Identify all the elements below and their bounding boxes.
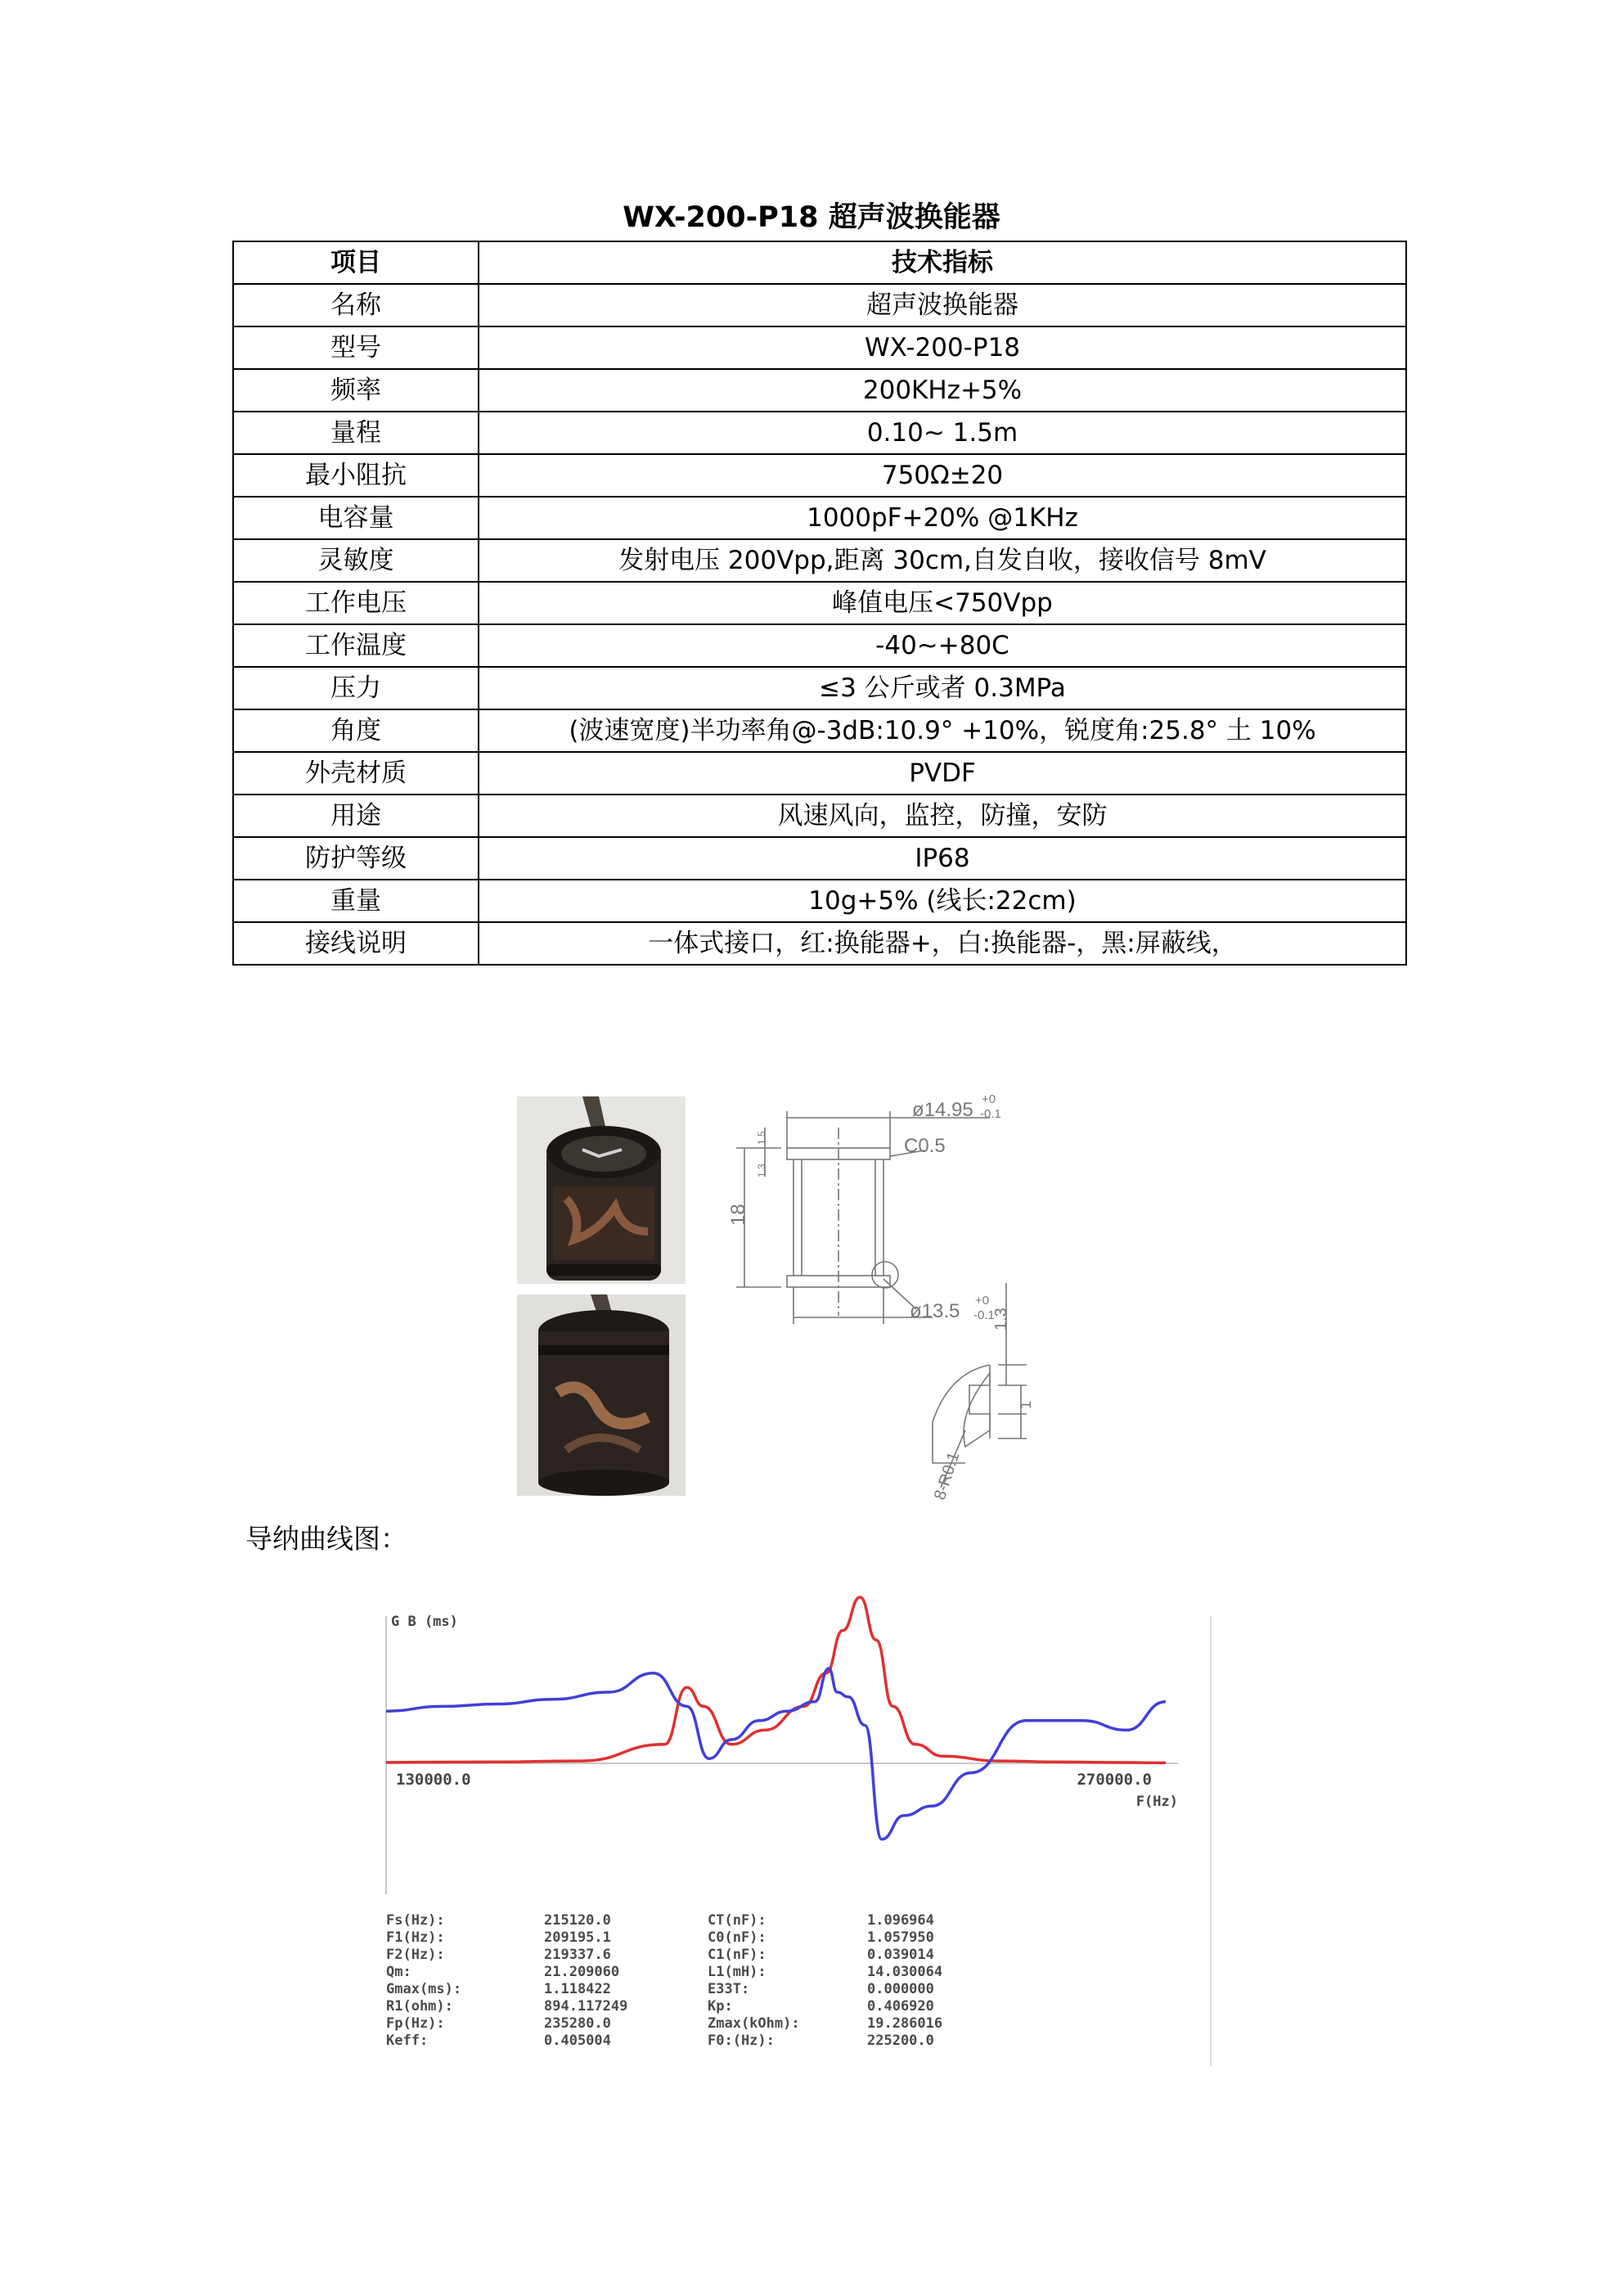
row-spec-cell: 一体式接口，红:换能器+，白:换能器-，黑:屏蔽线，	[479, 922, 1406, 965]
param-label: F2(Hz):	[386, 1947, 445, 1963]
table-row	[233, 837, 1406, 880]
table-row	[233, 752, 1406, 795]
product-photo-top	[517, 1096, 686, 1284]
parameter-table	[386, 1912, 942, 2049]
table-row	[233, 539, 1406, 582]
param-label: C0(nF):	[708, 1929, 767, 1946]
document-title: WX-200-P18 超声波换能器	[623, 201, 1000, 234]
row-spec-cell: 峰值电压<750Vpp	[479, 582, 1406, 624]
row-spec-cell: WX-200-P18	[479, 326, 1406, 369]
param-value: 1.096964	[867, 1912, 934, 1929]
param-value: 215120.0	[544, 1912, 611, 1929]
param-value: 0.406920	[867, 1998, 934, 2015]
table-row	[233, 326, 1406, 369]
row-spec-cell: 超声波换能器	[479, 284, 1406, 326]
table-row	[233, 284, 1406, 326]
row-spec-cell: (波速宽度)半功率角@-3dB:10.9° +10%，锐度角:25.8° 土 10%	[479, 709, 1406, 752]
param-label: E33T:	[708, 1981, 750, 1997]
row-spec-cell: IP68	[479, 837, 1406, 880]
param-label: Qm:	[386, 1964, 411, 1980]
table-row	[233, 369, 1406, 412]
param-label: Fp(Hz):	[386, 2015, 445, 2032]
dim-inner-tol-lower: -0.1	[973, 1308, 995, 1322]
param-label: Fs(Hz):	[386, 1912, 445, 1929]
param-label: Keff:	[386, 2033, 429, 2049]
row-spec-cell: 0.10~ 1.5m	[479, 412, 1406, 454]
param-value: 1.118422	[544, 1981, 611, 1997]
row-item-cell: 灵敏度	[233, 539, 479, 582]
row-spec-cell: 200KHz+5%	[479, 369, 1406, 412]
header-item: 项目	[233, 241, 479, 284]
row-item-cell: 名称	[233, 284, 479, 326]
row-spec-cell: -40~+80C	[479, 624, 1406, 667]
detail-width-label: 1	[1018, 1400, 1034, 1409]
series-line-B	[386, 1668, 1166, 1839]
param-label: F0:(Hz):	[708, 2033, 775, 2049]
row-item-cell: 频率	[233, 369, 479, 412]
series-group	[386, 1597, 1166, 1839]
row-spec-cell: PVDF	[479, 752, 1406, 795]
detail-radius-label: 8-R0.1	[930, 1449, 964, 1502]
header-spec: 技术指标	[479, 241, 1406, 284]
param-value: 894.117249	[544, 1998, 628, 2015]
table-row	[233, 667, 1406, 709]
chamfer-label: C0.5	[904, 1135, 946, 1157]
detail-height-label: 1.3	[992, 1308, 1010, 1330]
param-value: 0.000000	[867, 1981, 934, 1997]
table-row	[233, 412, 1406, 454]
row-spec-cell: 发射电压 200Vpp,距离 30cm,自发自收，接收信号 8mV	[479, 539, 1406, 582]
row-item-cell: 压力	[233, 667, 479, 709]
param-value: 225200.0	[867, 2033, 934, 2049]
admittance-chart	[360, 1575, 1268, 2082]
row-spec-cell: 1000pF+20% @1KHz	[479, 497, 1406, 539]
spec-table	[232, 241, 1407, 966]
x-end-label: 270000.0	[1077, 1771, 1152, 1789]
param-value: 14.030064	[867, 1964, 943, 1980]
dim-inner: ø13.5	[910, 1300, 960, 1322]
row-item-cell: 工作电压	[233, 582, 479, 624]
row-item-cell: 用途	[233, 795, 479, 837]
row-item-cell: 外壳材质	[233, 752, 479, 795]
param-label: CT(nF):	[708, 1912, 767, 1929]
chart-legend: G B (ms)	[391, 1614, 458, 1630]
table-row	[233, 624, 1406, 667]
dim-inner-tol-upper: +0	[975, 1294, 990, 1308]
row-spec-cell: 10g+5% (线长:22cm)	[479, 880, 1406, 922]
table-row	[233, 454, 1406, 497]
product-photo-bottom	[517, 1294, 686, 1496]
row-item-cell: 最小阻抗	[233, 454, 479, 497]
param-value: 0.039014	[867, 1947, 934, 1963]
row-item-cell: 防护等级	[233, 837, 479, 880]
param-value: 219337.6	[544, 1947, 611, 1963]
spec-table-body	[233, 241, 1406, 965]
row-spec-cell: ≤3 公斤或者 0.3MPa	[479, 667, 1406, 709]
row-item-cell: 型号	[233, 326, 479, 369]
param-label: R1(ohm):	[386, 1998, 453, 2015]
row-item-cell: 重量	[233, 880, 479, 922]
x-start-label: 130000.0	[396, 1771, 471, 1789]
dim-outer-tol-lower: -0.1	[980, 1107, 1001, 1121]
table-header-row	[233, 241, 1406, 284]
dimension-drawing	[720, 1078, 1145, 1504]
param-value: 235280.0	[544, 2015, 611, 2032]
row-item-cell: 工作温度	[233, 624, 479, 667]
row-spec-cell: 750Ω±20	[479, 454, 1406, 497]
param-label: C1(nF):	[708, 1947, 767, 1963]
param-label: Zmax(kOhm):	[708, 2015, 800, 2032]
row-item-cell: 接线说明	[233, 922, 479, 965]
row-item-cell: 量程	[233, 412, 479, 454]
param-value: 21.209060	[544, 1964, 620, 1980]
table-row	[233, 880, 1406, 922]
param-value: 0.405004	[544, 2033, 611, 2049]
table-row	[233, 795, 1406, 837]
param-label: Kp:	[708, 1998, 733, 2015]
row-item-cell: 角度	[233, 709, 479, 752]
table-row	[233, 922, 1406, 965]
curve-caption: 导纳曲线图：	[245, 1523, 407, 1555]
param-label: F1(Hz):	[386, 1929, 445, 1946]
table-row	[233, 497, 1406, 539]
param-label: Gmax(ms):	[386, 1981, 462, 1997]
table-row	[233, 709, 1406, 752]
param-value: 19.286016	[867, 2015, 943, 2032]
row-spec-cell: 风速风向，监控，防撞，安防	[479, 795, 1406, 837]
table-row	[233, 582, 1406, 624]
x-unit-label: F(Hz)	[1135, 1794, 1178, 1810]
series-line-G	[386, 1597, 1166, 1763]
row-item-cell: 电容量	[233, 497, 479, 539]
admittance-chart-svg	[360, 1575, 1268, 2082]
dim-outer-tol-upper: +0	[982, 1092, 996, 1106]
param-value: 209195.1	[544, 1929, 611, 1946]
dim-outer: ø14.95	[912, 1099, 973, 1121]
dim-small-2: 1.3	[756, 1164, 767, 1177]
height-label: 18	[727, 1204, 749, 1226]
dim-small-1: 1.5	[756, 1131, 767, 1145]
param-label: L1(mH):	[708, 1964, 767, 1980]
param-value: 1.057950	[867, 1929, 934, 1946]
